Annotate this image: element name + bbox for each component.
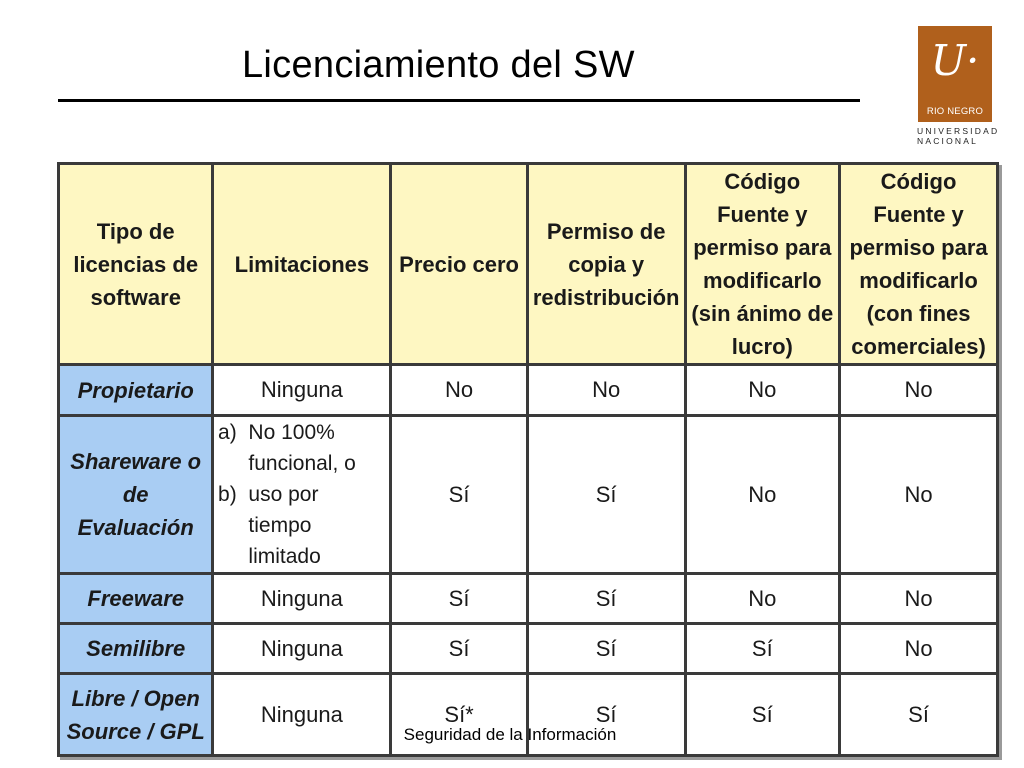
cell-copy: No (527, 365, 685, 416)
cell-source-commercial: No (840, 416, 998, 574)
logo-text-line1: UNIVERSIDAD (917, 126, 1000, 136)
cell-limitation: Ninguna (213, 674, 391, 756)
header-zero-price: Precio cero (391, 164, 527, 365)
table-row (59, 416, 998, 574)
header-source-commercial: Código Fuente y permiso para modificarlo (con fines comerciales) (840, 164, 998, 365)
limitation-list (222, 417, 385, 572)
limitation-item: a. No 100% funcional, o (248, 417, 385, 479)
footer-text: Seguridad de la Información (403, 725, 617, 744)
cell-price-zero: No (391, 365, 527, 416)
row-type: Freeware (59, 574, 213, 624)
cell-source-commercial: No (840, 574, 998, 624)
cell-source-nonprofit: No (685, 365, 840, 416)
cell-price-zero: Sí (391, 624, 527, 674)
row-type: Propietario (59, 365, 213, 416)
cell-limitation (213, 416, 391, 574)
cell-source-commercial: No (840, 365, 998, 416)
cell-copy: Sí (527, 574, 685, 624)
row-type: Libre / Open Source / GPL (59, 674, 213, 756)
cell-limitation: Ninguna (213, 574, 391, 624)
row-type: Shareware o de Evaluación (59, 416, 213, 574)
cell-price-zero: Sí (391, 416, 527, 574)
slide-footer (0, 725, 1024, 745)
table-row (59, 624, 998, 674)
table-header-row (59, 164, 998, 365)
logo-text-line2: NACIONAL (917, 136, 979, 146)
cell-price-zero: Sí* (391, 674, 527, 756)
cell-source-commercial: Sí (840, 674, 998, 756)
cell-source-nonprofit: No (685, 416, 840, 574)
title-underline (58, 99, 860, 102)
cell-source-nonprofit: Sí (685, 674, 840, 756)
license-comparison-table (57, 162, 999, 757)
cell-limitation: Ninguna (213, 624, 391, 674)
cell-source-nonprofit: Sí (685, 624, 840, 674)
header-source-nonprofit: Código Fuente y permiso para modificarlo (sin ánimo de lucro) (685, 164, 840, 365)
header-license-type: Tipo de licencias de software (59, 164, 213, 365)
cell-source-commercial: No (840, 624, 998, 674)
cell-limitation: Ninguna (213, 365, 391, 416)
table-row (59, 365, 998, 416)
university-logo (918, 26, 992, 122)
header-copy-redistribution: Permiso de copia y redistribución (527, 164, 685, 365)
logo-u-mark: U· (930, 36, 980, 85)
header-limitations: Limitaciones (213, 164, 391, 365)
logo-subtitle: RIO NEGRO (926, 106, 984, 117)
cell-price-zero: Sí (391, 574, 527, 624)
limitation-item: b. uso por tiempo limitado (248, 479, 385, 572)
cell-copy: Sí (527, 674, 685, 756)
table-row (59, 574, 998, 624)
row-type: Semilibre (59, 624, 213, 674)
cell-copy: Sí (527, 416, 685, 574)
slide-title: Licenciamiento del SW (242, 44, 635, 86)
cell-source-nonprofit: No (685, 574, 840, 624)
cell-copy: Sí (527, 624, 685, 674)
